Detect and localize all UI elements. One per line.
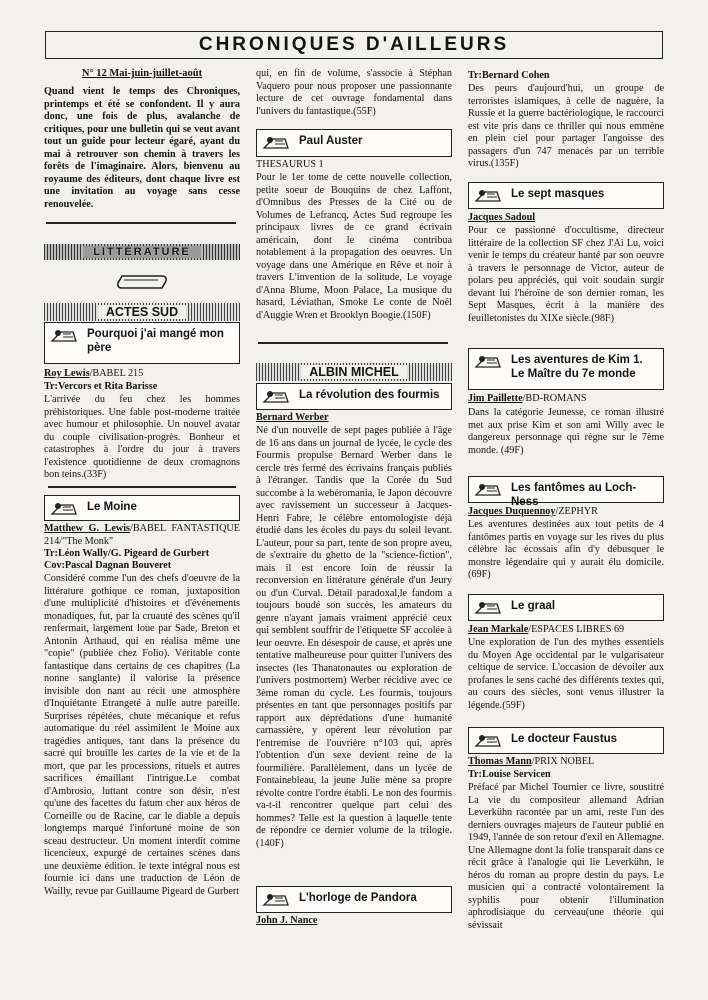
review-body: Préfacé par Michel Tournier ce livre, soustitré La vie du compositeur allemand Adrian Leverkühn racontée par un ami, reste l'un des derniers ouvrages majeurs de l'auteur publié en 1949, l'année de son retour d'exil en Allemagne. Une Allemagne dont la folie transparait dans ce récit grâce à l'analogie qui lie Leverkühn, le héros du roman au propre destin du pays. Le musicien qui a contracté volontairement la syphilis pour obtenir l'illumination aphrodisiaque du cerveau(une théorie qui sévissait [468, 782, 664, 931]
review-author: Jacques Duquennoy [468, 506, 556, 517]
review-author-line [468, 393, 664, 406]
reader-icon [49, 500, 79, 518]
divider [48, 486, 236, 488]
section-band-actes-sud [44, 303, 240, 321]
review-publisher: /ZEPHYR [555, 506, 598, 517]
review-title: L'horloge de Pandora [299, 892, 417, 904]
section-label: ACTES SUD [98, 305, 186, 319]
scroll-ornament [114, 272, 170, 292]
review-title-box [44, 495, 240, 521]
review-publisher: /BABEL FANTASTIQUE 214/"The Monk" [44, 523, 241, 547]
header-box [45, 31, 663, 59]
review-body: Né d'un nouvelle de sept pages publiée à l'âge de 16 ans dans un journal de lycée, le cycle des Fourmis propulse Bernard Werber dans le cercle très fermé des écrivains français publiés à l'étranger. Tandis que la Corée du Sud succombe à la webéromania, le Japon découvre avec ravissement un successeur à Jacques-Henri Fabre, le célèbre entomologiste déjà étudié dans les écoles du pays du soleil levant. L'auteur, pour sa part, tente de son propre aveu, de s'extraire du ghetto de la "science-fiction", mais il est encore loin de réussir la reconversion en littérature générale d'un Jeury ou d'un Curval. Détail paradoxal,le fandom a toujours boudé son succès, les amateurs du genre n'ayant jamais vraiment apprécié ceux qui semblent souffrir de l'étiquette SF accolée à leur oeuvre. En désespoir de cause, et après une tentative malheureuse pour quitter l'univers des insectes (les Thanatonautes ou exploration de l'univers postmortem) Werber récidive avec ce 3ème roman du cycle. Les fourmis, toujours présentes en tant que personnages positifs par rapport aux déprédations d'une humanité carnassière, y opèrent leur révolution par l'entremise de l'ouvrière n°103 qui, après l'obtention d'un sexe devient reine de la fourmilière. Parallèlement, dans un lycée de Fontainebleau, la jeune Julie mène sa propre révolte contre l'ordre établi. Le non des fourmis va-t-il rencontrer quelque part celui des hommes? Telle est la question à laquelle tente de répondre ce dernier volume de la trilogie.(140F) [256, 425, 452, 849]
review-publisher: /BABEL 215 [89, 368, 144, 379]
review-author-line [44, 523, 240, 548]
review-title-box [468, 594, 664, 621]
divider [46, 222, 236, 224]
review-body: L'arrivée du feu chez les hommes préhistoriques. Une fable post-moderne traitée avec humour et philosophie. Un nouvel avatar du couple civilisation-progrès. Bonheur et catastrophes à l'ordre du jour à travers l'existence quotidienne de deux cromagnons bon teins.(33F) [44, 394, 240, 480]
review-title: Les fantômes au Loch-Ness [511, 482, 637, 508]
page-title: CHRONIQUES D'AILLEURS [198, 34, 510, 55]
review-body: Considéré comme l'un des chefs d'oeuvre de la littérature gothique ce roman, juxtaposition d'une multiplicité d'histoires et d'événements monadiques, fut, par la cruauté des scènes qu'il renfermait, largement loue par Sade, Breton et Antonin Arthaud, qui en réalisa même une "copie" (publiée chez Folio). Véritable conte fantastique dans certains de ces chapitres (La nonne sanglante) il valorise la présence invisible don nant au récit une atmosphère d'Inquiétante Etrangeté à nulle autre pareille. Surprises répétées, chute mécanique et refus automatique du réel assimilent le Moine aux tragédies antiques, tant dans la présence du sacré qui brouille les cartes de la vie et de la mort, que par les processions, rituels et autres sacrifices émaillant l'intrigue.Le combat d'Ambrosio, luttant contre son désir, n'est qu'une des facettes du fatum cher aux héros de Corneille ou de Racine, car le diable a depuis longtemps marqué l'infortuné moine de son sceau destructeur. Un moment interdit comme licencieux, expurgé de certaines scènes dans une deuxième édition. le texte intégral nous est fournie ici dans une traduction de Léon de Wailly, revue par Guillaume Pigeard de Gurbert [44, 573, 240, 897]
review-author: Jacques Sadoul [468, 212, 536, 223]
review-body: Des peurs d'aujourd'hui, un groupe de terroristes islamiques, à celle de naguère, la Russie et la guerre bactériologique, le raccourci est vite pris dans ce thriller qui nous emmène en plein ciel pour partager l'angoisse des passagers d'un 747 menacés par un terrible virus.(135F) [468, 83, 664, 169]
review-author-line [44, 368, 240, 381]
section-band-litterature [44, 244, 240, 260]
review-author: Jean Markale [468, 624, 529, 635]
review-title: Paul Auster [299, 135, 363, 147]
review-body: Pour ce passionné d'occultisme, directeur littéraire de la collection SF chez J'Ai Lu, voici venir le temps du créateur hanté par son oeuvre à travers le personnage de Victor, auteur de polars peu appréciés, qui voit soudain surgir devant lui l'héroïne de son dernier roman, les Sept Masques, écrit à la manière des feuilletonistes du XIXe siècle.(98F) [468, 225, 664, 324]
review-title-box [256, 886, 452, 913]
review-publisher: /PRIX NOBEL [531, 756, 595, 767]
review-author-line [468, 506, 664, 519]
review-body: Les aventures destinées aux tout petits de 4 fantômes partis en voyage sur les rives du plus célèbre lac écossais afin d'y débusquer le monstre légendaire qui y aurait élu domicile.(69F) [468, 519, 664, 580]
reader-icon [473, 481, 503, 499]
review-author-line [256, 412, 452, 425]
review-translator: Tr:Bernard Cohen [468, 70, 550, 81]
review-title: Les aventures de Kim 1. Le Maître du 7e monde [511, 354, 643, 380]
review-title: La révolution des fourmis [299, 389, 440, 401]
section-label: ALBIN MICHEL [301, 365, 407, 379]
review-author: Thomas Mann [468, 756, 532, 767]
reader-icon [261, 891, 291, 909]
review-title-box [468, 727, 664, 754]
section-label: LITTÉRATURE [83, 246, 201, 258]
review-title: Le Moine [87, 501, 137, 513]
reader-icon [473, 353, 503, 371]
review-body: Dans la catégorie Jeunesse, ce roman illustré met aux prise Kim et son ami Willy avec le dangereux personnage qui règne sur le 7ème monde. (49F) [468, 407, 664, 456]
review-publisher: /ESPACES LIBRES 69 [528, 624, 625, 635]
review-translator: Tr:Vercors et Rita Barisse [44, 381, 158, 392]
reader-icon [473, 599, 503, 617]
review-title-box [256, 383, 452, 410]
review-translator: Tr:Louise Servicen [468, 769, 551, 780]
reader-icon [49, 327, 79, 345]
review-title: Le sept masques [511, 188, 605, 200]
review-title-box [468, 476, 664, 508]
divider [258, 342, 448, 344]
review-title: Le graal [511, 600, 556, 612]
review-title-box [44, 322, 240, 364]
review-author: Roy Lewis [44, 368, 90, 379]
review-title: Pourquoi j'ai mangé mon père [87, 328, 224, 354]
review-author-line [468, 624, 664, 637]
review-body: Pour le 1er tome de cette nouvelle collection, petite soeur de Bouquins de chez Laffont, d'Omnibus des Presses de la Cité ou de Volumes de Lefrancq, Actes Sud regroupe les principaux livres de ce grand écrivain américain, dont le cinéma contribua notablement à la propagation des oeuvres. Un voyage dans une Amérique en Rêve et noir à travers L'invention de la solitude, Le voyage d'Anna Blume, Moon Palace, La musique du hasard, Léviathan, Smoke Le conte de Noël d'Auggie Wren et Brooklyn Boogie.(150F) [256, 172, 452, 321]
review-author-line [256, 915, 452, 928]
review-author: Jim Paillette [468, 393, 523, 404]
review-author: Bernard Werber [256, 412, 329, 423]
section-band-albin-michel [256, 363, 452, 381]
review-title: Le docteur Faustus [511, 733, 618, 745]
reader-icon [261, 134, 291, 152]
review-author-line [468, 756, 664, 769]
review-title-box [468, 182, 664, 209]
review-title-box [256, 129, 452, 157]
review-body-continued: qui, en fin de volume, s'associe à Stéphan Vaquero pour nous proposer une passionnante lecture de cet ouvrage fondamental dans l'univers du fantastique.(55F) [256, 68, 452, 117]
intro-text: Quand vient le temps des Chroniques, printemps et été se confondent. Il y aura donc, une fois de plus, avalanche de critiques, pour une bulletin qui se veut avant tout un guide pour lecteur égaré, ayant du mai à retrouver son chemin à travers les forêts de l'imaginaire. Alors, bienvenu au royaume des éditeurs, dont chaque livre est une invitation au voyage sans cesse renouvelée. [44, 86, 240, 210]
review-publisher: /BD-ROMANS [522, 393, 587, 404]
review-author: Matthew G. Lewis [44, 523, 131, 534]
review-author: John J. Nance [256, 915, 318, 926]
review-translator: Tr:Léon Wally/G. Pigeard de Gurbert [44, 548, 210, 559]
review-cover: Cov:Pascal Dagnan Bouveret [44, 560, 172, 571]
review-author-line [468, 212, 664, 225]
review-subtitle: THESAURUS 1 [256, 159, 324, 170]
reader-icon [261, 388, 291, 406]
reader-icon [473, 732, 503, 750]
reader-icon [473, 187, 503, 205]
issue-number: N° 12 Mai-juin-juillet-août [81, 68, 203, 79]
review-body: Une exploration de l'un des mythes essentiels du Moyen Age occidental par le vulgarisateur celtique de service. L'occasion de dévoiler aux profanes le sens caché des différents textes qui, au cours des siècles, sont venus illustrer la légende.(59F) [468, 637, 664, 711]
review-title-box [468, 348, 664, 390]
